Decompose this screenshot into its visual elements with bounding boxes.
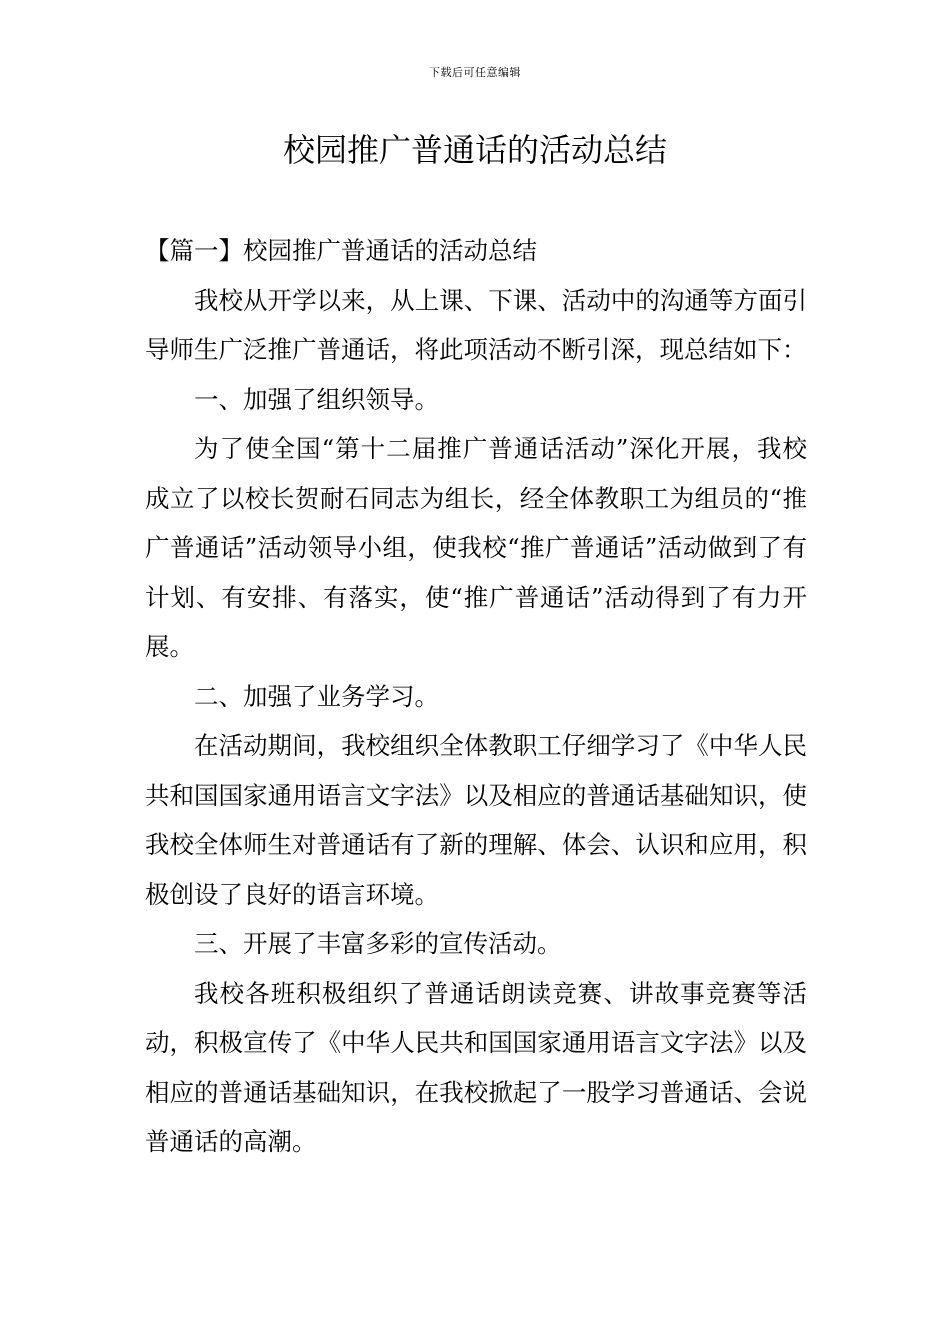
page-header-note: 下载后可任意编辑 [429, 66, 521, 79]
section-heading: 【篇一】校园推广普通话的活动总结 [145, 236, 537, 265]
point-paragraph-3: 我校各班积极组织了普通话朗读竞赛、讲故事竞赛等活动，积极宣传了《中华人民共和国国家通用语言文字法》以及相应的普通话基础知识，在我校掀起了一股学习普通话、会说普通话的高潮。 [145, 978, 807, 1156]
point-paragraph-2: 在活动期间，我校组织全体教职工仔细学习了《中华人民共和国国家通用语言文字法》以及相应的普通话基础知识，使我校全体师生对普通话有了新的理解、体会、认识和应用，积极创设了良好的语言环境。 [145, 731, 807, 909]
intro-paragraph: 我校从开学以来，从上课、下课、活动中的沟通等方面引导师生广泛推广普通话，将此项活动不断引深，现总结如下： [145, 285, 807, 364]
document-title: 校园推广普通话的活动总结 [282, 131, 667, 169]
point-heading-2: 二、加强了业务学习。 [194, 681, 439, 711]
document-body [145, 226, 807, 1167]
point-heading-1: 一、加强了组织领导。 [194, 384, 439, 414]
point-paragraph-1: 为了使全国“第十二届推广普通话活动”深化开展，我校成立了以校长贺耐石同志为组长，经全体教职工为组员的“推广普通话”活动领导小组，使我校“推广普通话”活动做到了有计划、有安排、有落实，使“推广普通话”活动得到了有力开展。 [145, 434, 807, 661]
point-heading-3: 三、开展了丰富多彩的宣传活动。 [194, 929, 562, 958]
